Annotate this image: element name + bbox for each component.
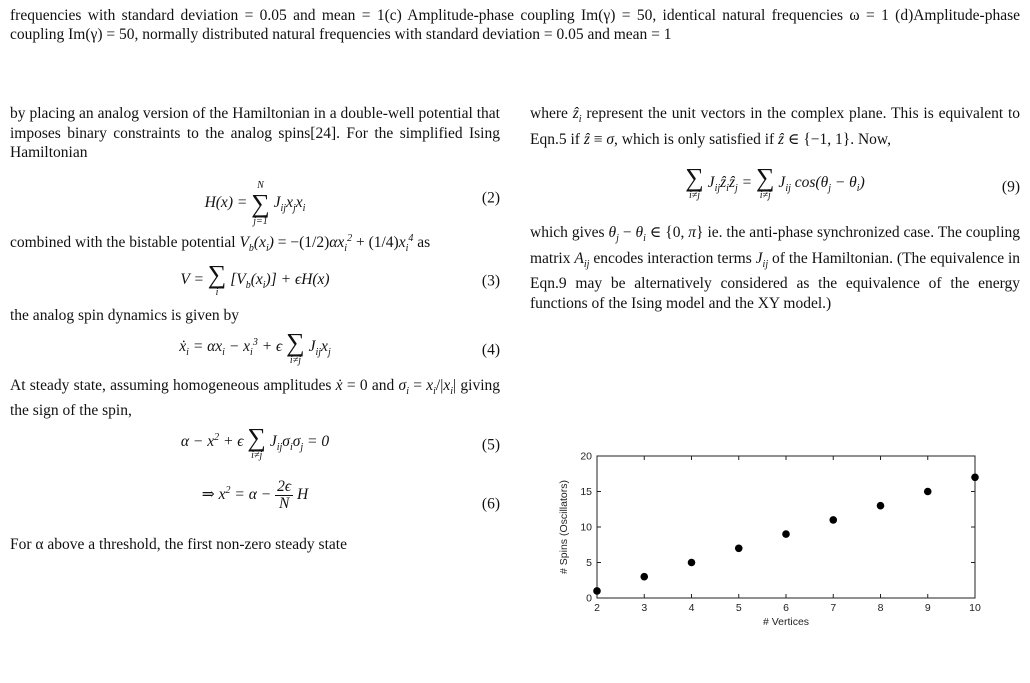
chart-y-axis-label: # Spins (Oscillators)	[558, 480, 570, 574]
right-paragraph-1-a: where	[530, 105, 568, 122]
left-column	[10, 104, 500, 554]
left-paragraph-2: combined with the bistable potential $V_b(x_i) = -(1/2)\alpha x_i^2 + (1/4)x_i^4$ as	[10, 232, 431, 254]
vertices-vs-spins-scatter-chart	[555, 450, 995, 650]
chart-frame	[597, 456, 975, 598]
equation-9: ∑ i≠j $J_{ij}ẑ_iẑ_j$ = ∑ i≠j $J_{ij}$ $\cos(\theta_j - \theta_i)$ (9)	[685, 163, 1020, 202]
x-tick-label: 8	[877, 602, 884, 614]
data-point	[640, 573, 648, 581]
chart-points	[593, 474, 979, 595]
equation-6-number: (6)	[481, 495, 500, 513]
right-paragraph-1-b: represent the unit vectors in the complex plane. This is equivalent to Eqn.5 if	[530, 105, 1021, 148]
left-paragraph-4-text: At steady state, assuming homogeneous amplitudes	[10, 376, 332, 394]
y-tick-label: 20	[580, 450, 592, 463]
left-paragraph-4-and: and	[371, 376, 395, 394]
left-paragraph-4-end: giving the sign of the spin,	[10, 376, 501, 420]
left-paragraph-1: by placing an analog version of the Hamiltonian in a double-well potential that imposes binary constraints to the analog spins[24]. For the simplified Ising Hamiltonian	[10, 105, 500, 161]
data-point	[735, 545, 743, 553]
left-paragraph-2-text: combined with the bistable potential	[10, 233, 236, 251]
right-paragraph-1: where ẑ$_i$ represent the unit vectors in the complex plane. This is equivalent to Eqn.5 if ẑ ≡ σ, which is only satisfied if ẑ ∈ {−1, 1}. Now,	[530, 105, 1021, 148]
equation-3: V = ∑ i $[V_b(x_i)] + \epsilon H(x)$ (3)	[180, 260, 500, 299]
right-paragraph-1-c: , which is only satisfied if	[614, 130, 775, 148]
chart-x-axis-label: # Vertices	[762, 616, 810, 628]
data-point	[782, 530, 790, 538]
right-paragraph-2: which gives $\theta_j - \theta_i$ ∈ {0, π} ie. the anti-phase synchronized case. The coupling matrix $A_{ij}$ encodes interaction terms $J_{ij}$ of the Hamiltonian. (The equivalence in Eqn.9 may be alternatively considered as the equivalence of the energy functions of the Ising model and the XY model.)	[530, 224, 1021, 312]
equation-3-number: (3)	[481, 272, 500, 290]
figure-caption-fragment	[10, 6, 1020, 44]
x-tick-label: 4	[688, 602, 695, 614]
left-paragraph-5: For α above a threshold, the first non-zero steady state	[10, 535, 347, 553]
chart-axes	[597, 456, 975, 598]
left-paragraph-3: the analog spin dynamics is given by	[10, 307, 240, 325]
equation-9-number: (9)	[1001, 178, 1020, 196]
x-tick-label: 3	[641, 602, 648, 614]
equation-2: H(x) = N ∑ j=1 $J_{ij}x_jx_i$ (2)	[204, 179, 500, 227]
x-tick-label: 2	[594, 602, 600, 614]
equation-2-number: (2)	[481, 188, 500, 206]
right-paragraph-2-c: encodes interaction terms	[593, 249, 752, 267]
data-point	[593, 587, 601, 595]
x-tick-label: 5	[735, 602, 742, 614]
y-tick-label: 5	[586, 557, 592, 569]
x-tick-label: 6	[783, 602, 789, 614]
right-column	[530, 104, 1020, 313]
right-paragraph-1-d: . Now,	[850, 130, 891, 148]
data-point	[971, 474, 979, 482]
equation-6: ⇒ $x^2 = \alpha$ − $\frac{2\epsilon}{N}$ H (6)	[201, 477, 500, 513]
left-paragraph-2-end: as	[417, 233, 431, 251]
right-paragraph-2-a: which gives	[530, 224, 605, 242]
x-tick-label: 10	[969, 602, 981, 614]
equation-5-number: (5)	[481, 436, 500, 454]
left-paragraph-4: At steady state, assuming homogeneous amplitudes ẋ = 0 and $\sigma_i = x_i/|x_i|$ giving the sign of the spin,	[10, 376, 501, 420]
caption-text: frequencies with standard deviation = 0.05 and mean = 1(c) Amplitude-phase coupling Im(γ) = 50, identical natural frequencies ω = 1 (d)Amplitude-phase coupling Im(γ) = 50, normally distributed natural frequencies with standard deviation = 0.05 and mean = 1	[10, 7, 1020, 43]
y-tick-label: 0	[586, 592, 592, 605]
data-point	[877, 502, 885, 510]
equation-4-number: (4)	[481, 341, 500, 358]
x-tick-label: 7	[830, 602, 837, 614]
y-tick-label: 15	[580, 486, 592, 498]
y-tick-label: 10	[580, 521, 592, 534]
data-point	[829, 516, 837, 524]
chart-ticks	[580, 451, 981, 615]
data-point	[688, 559, 696, 567]
right-paragraph-2-d: of the Hamiltonian. (The equivalence in Eqn.9 may be alternatively considered as the equivalence of the energy functions of the Ising model and the XY model.)	[530, 249, 1021, 312]
data-point	[924, 488, 932, 496]
right-paragraph-2-b: ie. the anti-phase synchronized case. The coupling matrix	[530, 224, 1020, 267]
equation-5: $\alpha - x^2 + \epsilon$ ∑ i≠j $J_{ij}\sigma_i\sigma_j = 0$ (5)	[180, 422, 500, 461]
equation-4: ẋ$_i$ = $\alpha x_i - x_i^3 + \epsilon$ ∑ i≠j $J_{ij}x_j$ (4)	[179, 327, 500, 366]
x-tick-label: 9	[924, 602, 931, 614]
